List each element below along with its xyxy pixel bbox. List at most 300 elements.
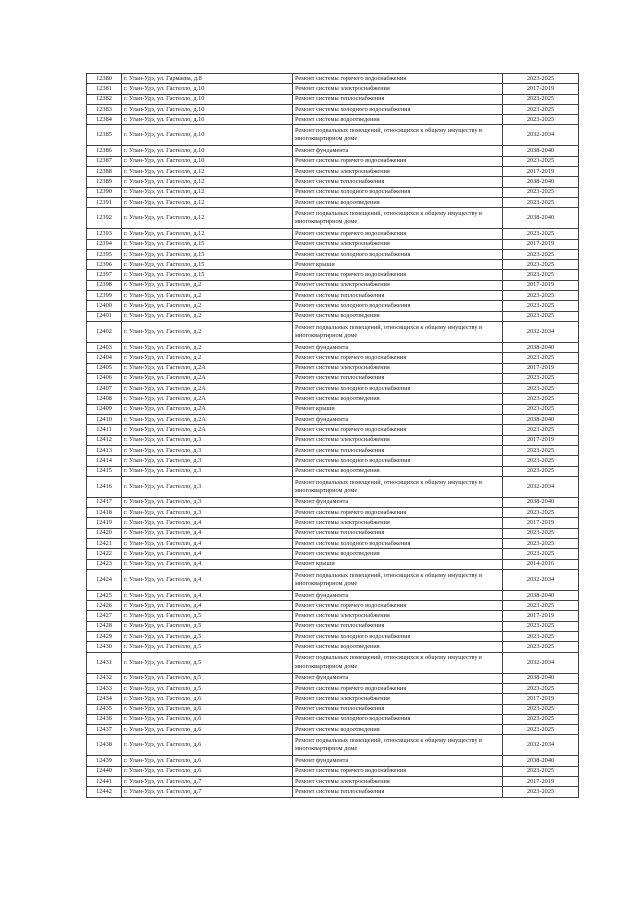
address-cell: г. Улан-Удэ, ул. Гастелло, д.15 — [122, 270, 293, 280]
table-row — [87, 632, 579, 642]
period-cell: 2023-2025 — [503, 528, 579, 538]
row-number-cell: 12422 — [87, 549, 122, 559]
period-cell: 2023-2025 — [503, 311, 579, 321]
table-row — [87, 125, 579, 146]
address-cell: г. Улан-Удэ, ул. Гастелло, д.6 — [122, 694, 293, 704]
period-cell: 2032-2034 — [503, 735, 579, 756]
period-cell: 2023-2025 — [503, 187, 579, 197]
row-number-cell: 12435 — [87, 704, 122, 714]
address-cell: г. Улан-Удэ, ул. Гастелло, д.3 — [122, 466, 293, 476]
table-row — [87, 167, 579, 177]
table-row — [87, 456, 579, 466]
address-cell: г. Улан-Удэ, ул. Гастелло, д.7 — [122, 777, 293, 787]
address-cell: г. Улан-Удэ, ул. Гастелло, д.12 — [122, 229, 293, 239]
table-row — [87, 652, 579, 673]
period-cell: 2023-2025 — [503, 538, 579, 548]
row-number-cell: 12397 — [87, 270, 122, 280]
table-row — [87, 559, 579, 569]
address-cell: г. Улан-Удэ, ул. Гастелло, д.6 — [122, 704, 293, 714]
address-cell: г. Улан-Удэ, ул. Гастелло, д.3 — [122, 435, 293, 445]
period-cell: 2038-2040 — [503, 415, 579, 425]
period-cell: 2023-2025 — [503, 249, 579, 259]
address-cell: г. Улан-Удэ, ул. Гастелло, д.5 — [122, 621, 293, 631]
row-number-cell: 12417 — [87, 497, 122, 507]
table-row — [87, 538, 579, 548]
table-row — [87, 146, 579, 156]
work-type-cell: Ремонт системы водоотведения — [293, 115, 503, 125]
period-cell: 2017-2019 — [503, 363, 579, 373]
period-cell: 2017-2019 — [503, 611, 579, 621]
table-row — [87, 601, 579, 611]
row-number-cell: 12404 — [87, 353, 122, 363]
work-type-cell: Ремонт фундамента — [293, 590, 503, 600]
table-row — [87, 569, 579, 590]
row-number-cell: 12438 — [87, 735, 122, 756]
address-cell: г. Улан-Удэ, ул. Гастелло, д.2А — [122, 363, 293, 373]
address-cell: г. Улан-Удэ, ул. Гастелло, д.2А — [122, 404, 293, 414]
work-type-cell: Ремонт системы электроснабжения — [293, 518, 503, 528]
address-cell: г. Улан-Удэ, ул. Гастелло, д.5 — [122, 642, 293, 652]
row-number-cell: 12387 — [87, 156, 122, 166]
address-cell: г. Улан-Удэ, ул. Гастелло, д.12 — [122, 208, 293, 229]
address-cell: г. Улан-Удэ, ул. Гастелло, д.2А — [122, 425, 293, 435]
work-type-cell: Ремонт системы электроснабжения — [293, 777, 503, 787]
work-type-cell: Ремонт системы теплоснабжения — [293, 787, 503, 797]
table-row — [87, 373, 579, 383]
address-cell: г. Улан-Удэ, ул. Гастелло, д.2 — [122, 342, 293, 352]
row-number-cell: 12411 — [87, 425, 122, 435]
period-cell: 2032-2034 — [503, 652, 579, 673]
work-type-cell: Ремонт подвальных помещений, относящихся к общему имуществу в многоквартирном доме — [293, 569, 503, 590]
work-type-cell: Ремонт системы холодного водоснабжения — [293, 249, 503, 259]
row-number-cell: 12437 — [87, 725, 122, 735]
row-number-cell: 12390 — [87, 187, 122, 197]
work-type-cell: Ремонт системы горячего водоснабжения — [293, 270, 503, 280]
work-type-cell: Ремонт системы горячего водоснабжения — [293, 74, 503, 84]
table-row — [87, 590, 579, 600]
row-number-cell: 12381 — [87, 84, 122, 94]
row-number-cell: 12406 — [87, 373, 122, 383]
address-cell: г. Улан-Удэ, ул. Гастелло, д.3 — [122, 456, 293, 466]
row-number-cell: 12413 — [87, 445, 122, 455]
work-type-cell: Ремонт системы электроснабжения — [293, 611, 503, 621]
work-type-cell: Ремонт крыши — [293, 559, 503, 569]
period-cell: 2023-2025 — [503, 714, 579, 724]
address-cell: г. Улан-Удэ, ул. Гастелло, д.15 — [122, 249, 293, 259]
table-row — [87, 466, 579, 476]
table-row — [87, 177, 579, 187]
table-row — [87, 197, 579, 207]
table-row — [87, 735, 579, 756]
table-row — [87, 229, 579, 239]
period-cell: 2023-2025 — [503, 621, 579, 631]
period-cell: 2023-2025 — [503, 270, 579, 280]
row-number-cell: 12403 — [87, 342, 122, 352]
period-cell: 2023-2025 — [503, 725, 579, 735]
row-number-cell: 12392 — [87, 208, 122, 229]
address-cell: г. Улан-Удэ, ул. Гастелло, д.2 — [122, 311, 293, 321]
row-number-cell: 12442 — [87, 787, 122, 797]
address-cell: г. Улан-Удэ, ул. Гастелло, д.4 — [122, 538, 293, 548]
period-cell: 2017-2019 — [503, 167, 579, 177]
address-cell: г. Улан-Удэ, ул. Гастелло, д.10 — [122, 84, 293, 94]
address-cell: г. Улан-Удэ, ул. Гастелло, д.2А — [122, 415, 293, 425]
table-row — [87, 528, 579, 538]
work-type-cell: Ремонт системы электроснабжения — [293, 280, 503, 290]
period-cell: 2023-2025 — [503, 466, 579, 476]
work-type-cell: Ремонт фундамента — [293, 146, 503, 156]
table-row — [87, 301, 579, 311]
table-row — [87, 353, 579, 363]
address-cell: г. Улан-Удэ, ул. Гастелло, д.5 — [122, 611, 293, 621]
work-type-cell: Ремонт системы горячего водоснабжения — [293, 683, 503, 693]
period-cell: 2023-2025 — [503, 197, 579, 207]
work-type-cell: Ремонт системы теплоснабжения — [293, 445, 503, 455]
table-row — [87, 683, 579, 693]
address-cell: г. Улан-Удэ, ул. Гастелло, д.4 — [122, 528, 293, 538]
period-cell: 2032-2034 — [503, 321, 579, 342]
address-cell: г. Улан-Удэ, ул. Гастелло, д.3 — [122, 476, 293, 497]
work-type-cell: Ремонт системы теплоснабжения — [293, 373, 503, 383]
address-cell: г. Улан-Удэ, ул. Гастелло, д.2 — [122, 291, 293, 301]
period-cell: 2023-2025 — [503, 301, 579, 311]
address-cell: г. Улан-Удэ, ул. Гастелло, д.10 — [122, 156, 293, 166]
table-row — [87, 94, 579, 104]
address-cell: г. Улан-Удэ, ул. Гастелло, д.12 — [122, 167, 293, 177]
table-row — [87, 260, 579, 270]
work-type-cell: Ремонт системы холодного водоснабжения — [293, 301, 503, 311]
address-cell: г. Улан-Удэ, ул. Гастелло, д.2А — [122, 384, 293, 394]
table-row — [87, 787, 579, 797]
work-type-cell: Ремонт системы водоотведения — [293, 197, 503, 207]
table-row — [87, 249, 579, 259]
work-type-cell: Ремонт фундамента — [293, 415, 503, 425]
period-cell: 2038-2040 — [503, 208, 579, 229]
period-cell: 2017-2019 — [503, 777, 579, 787]
period-cell: 2023-2025 — [503, 394, 579, 404]
period-cell: 2023-2025 — [503, 766, 579, 776]
row-number-cell: 12385 — [87, 125, 122, 146]
address-cell: г. Улан-Удэ, ул. Гастелло, д.12 — [122, 177, 293, 187]
address-cell: г. Улан-Удэ, ул. Гастелло, д.3 — [122, 508, 293, 518]
table-row — [87, 694, 579, 704]
row-number-cell: 12402 — [87, 321, 122, 342]
work-type-cell: Ремонт системы холодного водоснабжения — [293, 714, 503, 724]
period-cell: 2014-2016 — [503, 559, 579, 569]
row-number-cell: 12440 — [87, 766, 122, 776]
address-cell: г. Улан-Удэ, ул. Гастелло, д.15 — [122, 260, 293, 270]
repair-schedule-table — [86, 73, 579, 798]
row-number-cell: 12416 — [87, 476, 122, 497]
period-cell: 2023-2025 — [503, 104, 579, 114]
row-number-cell: 12408 — [87, 394, 122, 404]
address-cell: г. Улан-Удэ, ул. Гастелло, д.4 — [122, 569, 293, 590]
work-type-cell: Ремонт системы горячего водоснабжения — [293, 425, 503, 435]
work-type-cell: Ремонт системы теплоснабжения — [293, 291, 503, 301]
table-row — [87, 342, 579, 352]
row-number-cell: 12418 — [87, 508, 122, 518]
table-row — [87, 84, 579, 94]
period-cell: 2032-2034 — [503, 569, 579, 590]
period-cell: 2023-2025 — [503, 291, 579, 301]
table-row — [87, 208, 579, 229]
period-cell: 2038-2040 — [503, 590, 579, 600]
row-number-cell: 12396 — [87, 260, 122, 270]
row-number-cell: 12410 — [87, 415, 122, 425]
address-cell: г. Улан-Удэ, ул. Гастелло, д.4 — [122, 549, 293, 559]
work-type-cell: Ремонт системы теплоснабжения — [293, 94, 503, 104]
work-type-cell: Ремонт системы горячего водоснабжения — [293, 601, 503, 611]
row-number-cell: 12428 — [87, 621, 122, 631]
row-number-cell: 12430 — [87, 642, 122, 652]
row-number-cell: 12423 — [87, 559, 122, 569]
row-number-cell: 12431 — [87, 652, 122, 673]
work-type-cell: Ремонт системы теплоснабжения — [293, 621, 503, 631]
work-type-cell: Ремонт системы водоотведения — [293, 466, 503, 476]
row-number-cell: 12412 — [87, 435, 122, 445]
row-number-cell: 12384 — [87, 115, 122, 125]
row-number-cell: 12441 — [87, 777, 122, 787]
row-number-cell: 12439 — [87, 756, 122, 766]
period-cell: 2023-2025 — [503, 549, 579, 559]
address-cell: г. Улан-Удэ, ул. Гастелло, д.12 — [122, 197, 293, 207]
table-row — [87, 425, 579, 435]
address-cell: г. Улан-Удэ, ул. Гастелло, д.5 — [122, 683, 293, 693]
row-number-cell: 12395 — [87, 249, 122, 259]
period-cell: 2023-2025 — [503, 683, 579, 693]
period-cell: 2017-2019 — [503, 694, 579, 704]
table-row — [87, 435, 579, 445]
work-type-cell: Ремонт системы горячего водоснабжения — [293, 156, 503, 166]
row-number-cell: 12419 — [87, 518, 122, 528]
work-type-cell: Ремонт системы холодного водоснабжения — [293, 456, 503, 466]
address-cell: г. Улан-Удэ, ул. Гастелло, д.6 — [122, 766, 293, 776]
period-cell: 2023-2025 — [503, 94, 579, 104]
work-type-cell: Ремонт системы холодного водоснабжения — [293, 104, 503, 114]
period-cell: 2023-2025 — [503, 404, 579, 414]
period-cell: 2038-2040 — [503, 146, 579, 156]
period-cell: 2032-2034 — [503, 125, 579, 146]
table-row — [87, 497, 579, 507]
period-cell: 2023-2025 — [503, 156, 579, 166]
address-cell: г. Улан-Удэ, ул. Гастелло, д.6 — [122, 725, 293, 735]
table-row — [87, 642, 579, 652]
row-number-cell: 12429 — [87, 632, 122, 642]
work-type-cell: Ремонт системы электроснабжения — [293, 363, 503, 373]
table-row — [87, 404, 579, 414]
work-type-cell: Ремонт системы электроснабжения — [293, 167, 503, 177]
period-cell: 2023-2025 — [503, 508, 579, 518]
period-cell: 2017-2019 — [503, 280, 579, 290]
table-row — [87, 270, 579, 280]
period-cell: 2023-2025 — [503, 601, 579, 611]
address-cell: г. Улан-Удэ, ул. Гастелло, д.4 — [122, 601, 293, 611]
work-type-cell: Ремонт системы холодного водоснабжения — [293, 538, 503, 548]
period-cell: 2023-2025 — [503, 373, 579, 383]
row-number-cell: 12399 — [87, 291, 122, 301]
period-cell: 2038-2040 — [503, 177, 579, 187]
period-cell: 2023-2025 — [503, 445, 579, 455]
table-row — [87, 714, 579, 724]
address-cell: г. Улан-Удэ, ул. Гастелло, д.3 — [122, 497, 293, 507]
work-type-cell: Ремонт фундамента — [293, 756, 503, 766]
period-cell: 2023-2025 — [503, 353, 579, 363]
row-number-cell: 12432 — [87, 673, 122, 683]
row-number-cell: 12420 — [87, 528, 122, 538]
period-cell: 2023-2025 — [503, 229, 579, 239]
table-row — [87, 187, 579, 197]
period-cell: 2017-2019 — [503, 239, 579, 249]
work-type-cell: Ремонт крыши — [293, 260, 503, 270]
period-cell: 2038-2040 — [503, 342, 579, 352]
work-type-cell: Ремонт системы электроснабжения — [293, 239, 503, 249]
table-row — [87, 445, 579, 455]
period-cell: 2038-2040 — [503, 673, 579, 683]
table-row — [87, 321, 579, 342]
address-cell: г. Улан-Удэ, ул. Гастелло, д.6 — [122, 714, 293, 724]
row-number-cell: 12415 — [87, 466, 122, 476]
row-number-cell: 12426 — [87, 601, 122, 611]
table-row — [87, 549, 579, 559]
row-number-cell: 12394 — [87, 239, 122, 249]
work-type-cell: Ремонт фундамента — [293, 342, 503, 352]
work-type-cell: Ремонт системы водоотведения — [293, 642, 503, 652]
row-number-cell: 12391 — [87, 197, 122, 207]
work-type-cell: Ремонт подвальных помещений, относящихся к общему имуществу в многоквартирном доме — [293, 476, 503, 497]
address-cell: г. Улан-Удэ, ул. Гастелло, д.2 — [122, 301, 293, 311]
row-number-cell: 12414 — [87, 456, 122, 466]
row-number-cell: 12409 — [87, 404, 122, 414]
row-number-cell: 12425 — [87, 590, 122, 600]
table-row — [87, 621, 579, 631]
work-type-cell: Ремонт системы электроснабжения — [293, 435, 503, 445]
table-row — [87, 476, 579, 497]
address-cell: г. Улан-Удэ, ул. Гастелло, д.10 — [122, 104, 293, 114]
table-row — [87, 363, 579, 373]
row-number-cell: 12433 — [87, 683, 122, 693]
period-cell: 2017-2019 — [503, 435, 579, 445]
address-cell: г. Улан-Удэ, ул. Гастелло, д.2А — [122, 373, 293, 383]
period-cell: 2017-2019 — [503, 518, 579, 528]
row-number-cell: 12424 — [87, 569, 122, 590]
table-row — [87, 756, 579, 766]
table-row — [87, 394, 579, 404]
row-number-cell: 12393 — [87, 229, 122, 239]
work-type-cell: Ремонт системы водоотведения — [293, 725, 503, 735]
work-type-cell: Ремонт системы горячего водоснабжения — [293, 353, 503, 363]
table-row — [87, 704, 579, 714]
work-type-cell: Ремонт системы электроснабжения — [293, 694, 503, 704]
table-row — [87, 777, 579, 787]
work-type-cell: Ремонт системы водоотведения — [293, 311, 503, 321]
work-type-cell: Ремонт системы теплоснабжения — [293, 528, 503, 538]
row-number-cell: 12436 — [87, 714, 122, 724]
work-type-cell: Ремонт системы водоотведения — [293, 549, 503, 559]
table-row — [87, 766, 579, 776]
address-cell: г. Улан-Удэ, ул. Гастелло, д.6 — [122, 756, 293, 766]
table-row — [87, 104, 579, 114]
table-body — [87, 74, 579, 798]
period-cell: 2038-2040 — [503, 756, 579, 766]
table-row — [87, 311, 579, 321]
work-type-cell: Ремонт подвальных помещений, относящихся к общему имуществу в многоквартирном доме — [293, 735, 503, 756]
work-type-cell: Ремонт системы горячего водоснабжения — [293, 508, 503, 518]
period-cell: 2023-2025 — [503, 632, 579, 642]
work-type-cell: Ремонт системы холодного водоснабжения — [293, 632, 503, 642]
period-cell: 2023-2025 — [503, 260, 579, 270]
work-type-cell: Ремонт системы электроснабжения — [293, 84, 503, 94]
period-cell: 2023-2025 — [503, 704, 579, 714]
period-cell: 2023-2025 — [503, 74, 579, 84]
table-row — [87, 384, 579, 394]
work-type-cell: Ремонт подвальных помещений, относящихся к общему имуществу в многоквартирном доме — [293, 208, 503, 229]
row-number-cell: 12421 — [87, 538, 122, 548]
address-cell: г. Улан-Удэ, ул. Гастелло, д.4 — [122, 518, 293, 528]
work-type-cell: Ремонт системы горячего водоснабжения — [293, 766, 503, 776]
period-cell: 2038-2040 — [503, 497, 579, 507]
period-cell: 2017-2019 — [503, 84, 579, 94]
table-row — [87, 518, 579, 528]
address-cell: г. Улан-Удэ, ул. Гастелло, д.15 — [122, 239, 293, 249]
row-number-cell: 12407 — [87, 384, 122, 394]
row-number-cell: 12401 — [87, 311, 122, 321]
period-cell: 2023-2025 — [503, 787, 579, 797]
table-row — [87, 74, 579, 84]
period-cell: 2023-2025 — [503, 384, 579, 394]
work-type-cell: Ремонт системы холодного водоснабжения — [293, 384, 503, 394]
work-type-cell: Ремонт фундамента — [293, 497, 503, 507]
address-cell: г. Улан-Удэ, ул. Гастелло, д.4 — [122, 590, 293, 600]
address-cell: г. Улан-Удэ, ул. Гастелло, д.10 — [122, 146, 293, 156]
work-type-cell: Ремонт подвальных помещений, относящихся к общему имуществу в многоквартирном доме — [293, 321, 503, 342]
table-row — [87, 291, 579, 301]
row-number-cell: 12389 — [87, 177, 122, 187]
work-type-cell: Ремонт подвальных помещений, относящихся к общему имуществу в многоквартирном доме — [293, 125, 503, 146]
period-cell: 2023-2025 — [503, 425, 579, 435]
work-type-cell: Ремонт подвальных помещений, относящихся к общему имуществу в многоквартирном доме — [293, 652, 503, 673]
table-row — [87, 508, 579, 518]
work-type-cell: Ремонт системы горячего водоснабжения — [293, 229, 503, 239]
table-row — [87, 611, 579, 621]
address-cell: г. Улан-Удэ, ул. Гастелло, д.2А — [122, 394, 293, 404]
work-type-cell: Ремонт крыши — [293, 404, 503, 414]
row-number-cell: 12383 — [87, 104, 122, 114]
row-number-cell: 12380 — [87, 74, 122, 84]
address-cell: г. Улан-Удэ, ул. Гастелло, д.6 — [122, 735, 293, 756]
period-cell: 2023-2025 — [503, 115, 579, 125]
row-number-cell: 12400 — [87, 301, 122, 311]
row-number-cell: 12398 — [87, 280, 122, 290]
table-row — [87, 280, 579, 290]
table-row — [87, 673, 579, 683]
table-row — [87, 115, 579, 125]
address-cell: г. Улан-Удэ, ул. Гастелло, д.7 — [122, 787, 293, 797]
address-cell: г. Улан-Удэ, ул. Гастелло, д.4 — [122, 559, 293, 569]
address-cell: г. Улан-Удэ, ул. Гастелло, д.12 — [122, 187, 293, 197]
address-cell: г. Улан-Удэ, ул. Гастелло, д.2 — [122, 280, 293, 290]
period-cell: 2023-2025 — [503, 456, 579, 466]
work-type-cell: Ремонт системы водоотведения — [293, 394, 503, 404]
row-number-cell: 12388 — [87, 167, 122, 177]
row-number-cell: 12405 — [87, 363, 122, 373]
period-cell: 2032-2034 — [503, 476, 579, 497]
work-type-cell: Ремонт фундамента — [293, 673, 503, 683]
address-cell: г. Улан-Удэ, ул. Гастелло, д.5 — [122, 652, 293, 673]
table-row — [87, 415, 579, 425]
work-type-cell: Ремонт системы холодного водоснабжения — [293, 187, 503, 197]
address-cell: г. Улан-Удэ, ул. Гастелло, д.10 — [122, 115, 293, 125]
address-cell: г. Улан-Удэ, ул. Гастелло, д.5 — [122, 673, 293, 683]
